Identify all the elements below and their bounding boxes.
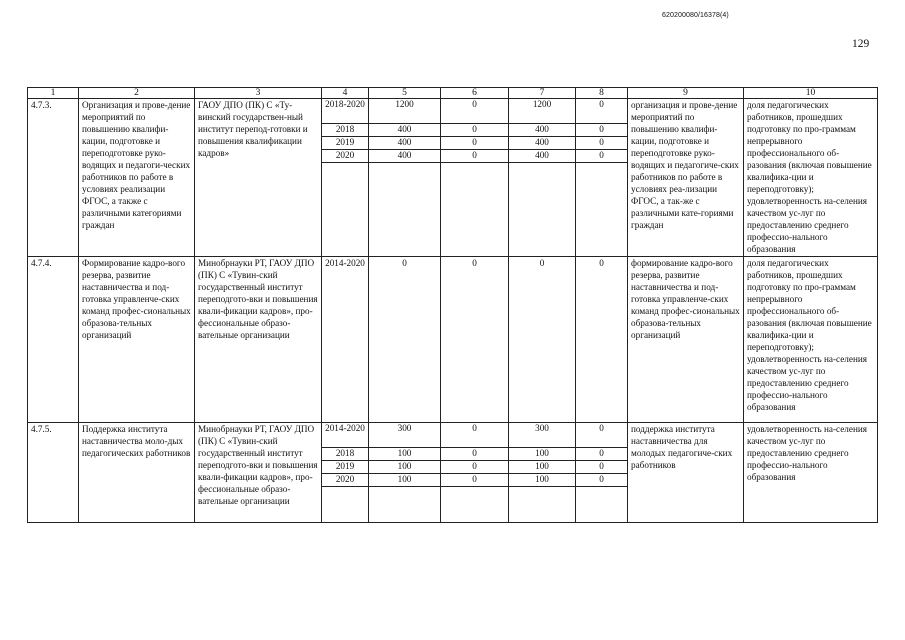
col5-value: 400 [369, 137, 440, 150]
col5-value: 300 [397, 423, 412, 433]
col7-value: 100 [509, 448, 575, 461]
col8-blank [576, 487, 627, 488]
col6-value: 0 [441, 124, 508, 137]
col6-value: 0 [441, 474, 508, 487]
col6-value: 0 [441, 448, 508, 461]
col7-cell: 0 [509, 257, 576, 423]
col8-cell [576, 423, 628, 523]
col7-blank [509, 163, 575, 164]
col5-blank [369, 163, 440, 164]
col5-cell: 0 [369, 257, 441, 423]
col6-cell [441, 99, 509, 257]
col7-cell [509, 99, 576, 257]
year-value: 2018 [322, 124, 368, 137]
col6-cell: 0 [441, 257, 509, 423]
row-code: 4.7.4. [28, 257, 79, 423]
table-row [28, 257, 878, 423]
executor-cell: Минобрнауки РТ, ГАОУ ДПО (ПК) С «Тувин-ский государственный институт переподгото-вки и повышения квали-фикации кадров», про-фессиональные образо-вательные организации [195, 423, 322, 523]
header-cell-5: 5 [369, 88, 441, 99]
header-cell-6: 6 [441, 88, 509, 99]
year-value: 2019 [322, 137, 368, 150]
year-cell [322, 423, 369, 523]
col5-value: 400 [369, 124, 440, 137]
col5-value: 100 [369, 474, 440, 487]
header-cell-8: 8 [576, 88, 628, 99]
executor-cell: Минобрнауки РТ, ГАОУ ДПО (ПК) С «Тувин-ский государственный институт переподгото-вки и повышения квали-фикации кадров», про-фессиональные образо-вательные организации [195, 257, 322, 423]
year-value: 2020 [322, 150, 368, 163]
col10-cell: доля педагогических работников, прошедших подготовку по про-граммам непрерывного профессионального об-разования (включая повышение квалифика-ции и переподготовку); удовлетворенность на-селения качеством ус-луг по предоставлению среднего профессио-нального образования [744, 99, 878, 257]
header-cell-7: 7 [509, 88, 576, 99]
table-row [28, 423, 878, 523]
col6-blank [441, 487, 508, 488]
activity-cell: Формирование кадро-вого резерва, развитие наставничества и под-готовка управленче-ских команд профес-сиональных образова-тельных организаций [79, 257, 195, 423]
col8-value: 0 [599, 423, 604, 433]
year-blank [322, 163, 368, 164]
activity-cell: Организация и прове-дение мероприятий по повышению квалифи-кации, подготовке и переподготовке руко-водящих и педагоги-ческих работников по работе в условиях реализации ФГОС, а также с различными категориями граждан [79, 99, 195, 257]
col7-value: 400 [509, 124, 575, 137]
table-row [28, 99, 878, 257]
col8-blank [576, 163, 627, 164]
col8-value: 0 [576, 150, 627, 163]
header-cell-1: 1 [28, 88, 79, 99]
year-cell: 2014-2020 [322, 257, 369, 423]
col9-cell: организация и прове-дение мероприятий по повышению квалифи-кации, подготовке и переподготовке руко-водящих и педагогиче-ских работников по работе в условиях реа-лизации ФГОС, а так-же с различными кате-гориями граждан [628, 99, 744, 257]
row-code: 4.7.3. [28, 99, 79, 257]
col8-value: 0 [576, 461, 627, 474]
year-value: 2020 [322, 474, 368, 487]
col8-value: 0 [599, 99, 604, 109]
year-value: 2019 [322, 461, 368, 474]
col9-cell: поддержка института наставничества для молодых педагогиче-ских работников [628, 423, 744, 523]
col9-cell: формирование кадро-вого резерва, развитие наставничества и под-готовка управленче-ских команд профес-сиональных образова-тельных организаций [628, 257, 744, 423]
col7-value: 100 [509, 461, 575, 474]
col7-value: 1200 [532, 99, 552, 109]
header-cell-3: 3 [195, 88, 322, 99]
col7-value: 100 [509, 474, 575, 487]
header-cell-10: 10 [744, 88, 878, 99]
executor-cell: ГАОУ ДПО (ПК) С «Ту-винский государствен-ный институт перепод-готовки и повышения квалификации кадров» [195, 99, 322, 257]
col8-cell [576, 99, 628, 257]
year-value: 2018 [322, 448, 368, 461]
header-row [28, 88, 878, 99]
document-id: 620200080/16378(4) [662, 12, 729, 19]
col7-blank [509, 487, 575, 488]
col7-cell [509, 423, 576, 523]
col8-value: 0 [576, 474, 627, 487]
col6-value: 0 [441, 150, 508, 163]
year-value: 2018-2020 [325, 99, 365, 109]
col5-cell [369, 423, 441, 523]
col8-value: 0 [576, 448, 627, 461]
col7-value: 300 [535, 423, 549, 433]
activity-cell: Поддержка института наставничества моло-дых педагогических работников [79, 423, 195, 523]
program-table [27, 87, 878, 523]
col10-cell: удовлетворенность на-селения качеством ус-луг по предоставлению среднего профессио-нального образования [744, 423, 878, 523]
col8-value: 0 [576, 137, 627, 150]
header-cell-9: 9 [628, 88, 744, 99]
col6-value: 0 [441, 461, 508, 474]
col5-blank [369, 487, 440, 488]
col7-value: 400 [509, 137, 575, 150]
col5-cell [369, 99, 441, 257]
row-code: 4.7.5. [28, 423, 79, 523]
col10-cell: доля педагогических работников, прошедших подготовку по про-граммам непрерывного профессионального об-разования (включая повышение квалифика-ции и переподготовку); удовлетворенность на-селения качеством ус-луг по предоставлению среднего профессио-нального образования [744, 257, 878, 423]
col6-cell [441, 423, 509, 523]
col5-value: 100 [369, 461, 440, 474]
col5-value: 1200 [395, 99, 414, 109]
year-cell [322, 99, 369, 257]
col7-value: 400 [509, 150, 575, 163]
header-cell-4: 4 [322, 88, 369, 99]
header-cell-2: 2 [79, 88, 195, 99]
year-value: 2014-2020 [325, 423, 365, 433]
col6-blank [441, 163, 508, 164]
col5-value: 100 [369, 448, 440, 461]
col6-value: 0 [441, 137, 508, 150]
col8-cell: 0 [576, 257, 628, 423]
page-number: 129 [852, 38, 870, 50]
col5-value: 400 [369, 150, 440, 163]
col6-value: 0 [472, 99, 477, 109]
col8-value: 0 [576, 124, 627, 137]
year-blank [322, 487, 368, 488]
col6-value: 0 [472, 423, 477, 433]
